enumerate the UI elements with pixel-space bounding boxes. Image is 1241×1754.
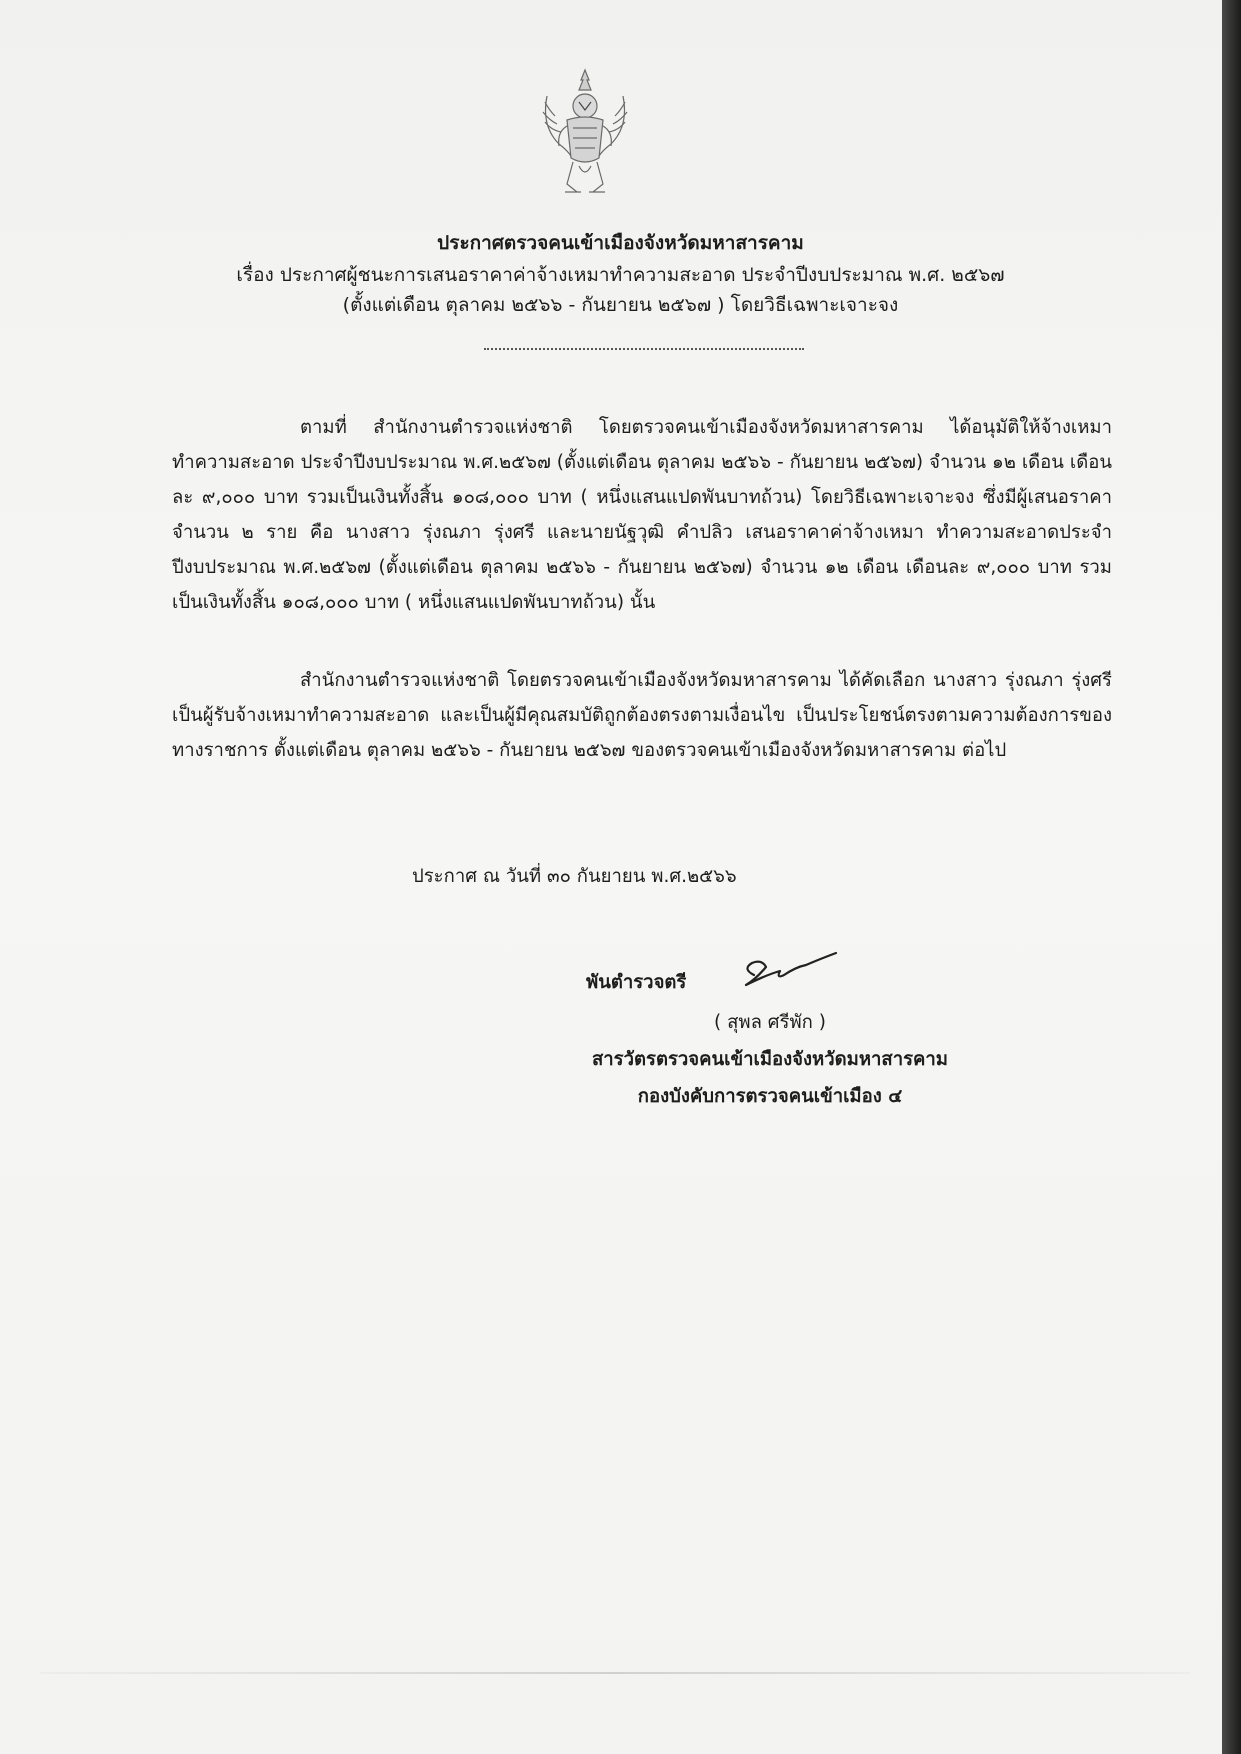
signature-block bbox=[560, 1004, 980, 1115]
body-paragraph-2: สำนักงานตำรวจแห่งชาติ โดยตรวจคนเข้าเมืองจังหวัดมหาสารคาม ได้คัดเลือก นางสาว รุ่งณภา รุ่งศรี เป็นผู้รับจ้างเหมาทำความสะอาด และเป็นผู้มีคุณสมบัติถูกต้องตรงตามเงื่อนไข เป็นประโยชน์ตรงตามความต้องการของทางราชการ ตั้งแต่เดือน ตุลาคม ๒๕๖๖ - กันยายน ๒๕๖๗ ของตรวจคนเข้าเมืองจังหวัดมหาสารคาม ต่อไป bbox=[172, 670, 1112, 761]
signer-rank: พันตำรวจตรี bbox=[586, 972, 687, 993]
garuda-emblem-icon bbox=[537, 66, 633, 198]
signer-position: สารวัตรตรวจคนเข้าเมืองจังหวัดมหาสารคาม bbox=[592, 1049, 948, 1070]
dotted-divider bbox=[484, 348, 804, 350]
signer-unit: กองบังคับการตรวจคนเข้าเมือง ๔ bbox=[637, 1086, 903, 1107]
announcement-title: ประกาศตรวจคนเข้าเมืองจังหวัดมหาสารคาม bbox=[437, 232, 804, 254]
scan-edge-shadow bbox=[1222, 0, 1241, 1754]
announcement-date: ประกาศ ณ วันที่ ๓๐ กันยายน พ.ศ.๒๕๖๖ bbox=[412, 866, 737, 887]
announcement-period: (ตั้งแต่เดือน ตุลาคม ๒๕๖๖ - กันยายน ๒๕๖๗ ) โดยวิธีเฉพาะเจาะจง bbox=[342, 294, 899, 316]
signer-name: ( สุพล ศรีพัก ) bbox=[714, 1012, 826, 1033]
scan-artifact-line bbox=[40, 1672, 1190, 1674]
handwritten-signature bbox=[736, 945, 840, 995]
body-paragraph-1: ตามที่ สำนักงานตำรวจแห่งชาติ โดยตรวจคนเข้าเมืองจังหวัดมหาสารคาม ได้อนุมัติให้จ้างเหมาทำความสะอาด ประจำปีงบประมาณ พ.ศ.๒๕๖๗ (ตั้งแต่เดือน ตุลาคม ๒๕๖๖ - กันยายน ๒๕๖๗) จำนวน ๑๒ เดือน เดือนละ ๙,๐๐๐ บาท รวมเป็นเงินทั้งสิ้น ๑๐๘,๐๐๐ บาท ( หนึ่งแสนแปดพันบาทถ้วน) โดยวิธีเฉพาะเจาะจง ซึ่งมีผู้เสนอราคา จำนวน ๒ ราย คือ นางสาว รุ่งณภา รุ่งศรี และนายนัฐวุฒิ คำปลิว เสนอราคาค่าจ้างเหมา ทำความสะอาดประจำปีงบประมาณ พ.ศ.๒๕๖๗ (ตั้งแต่เดือน ตุลาคม ๒๕๖๖ - กันยายน ๒๕๖๗) จำนวน ๑๒ เดือน เดือนละ ๙,๐๐๐ บาท รวมเป็นเงินทั้งสิ้น ๑๐๘,๐๐๐ บาท ( หนึ่งแสนแปดพันบาทถ้วน) นั้น bbox=[172, 417, 1112, 613]
announcement-subject: เรื่อง ประกาศผู้ชนะการเสนอราคาค่าจ้างเหมาทำความสะอาด ประจำปีงบประมาณ พ.ศ. ๒๕๖๗ bbox=[236, 264, 1005, 286]
